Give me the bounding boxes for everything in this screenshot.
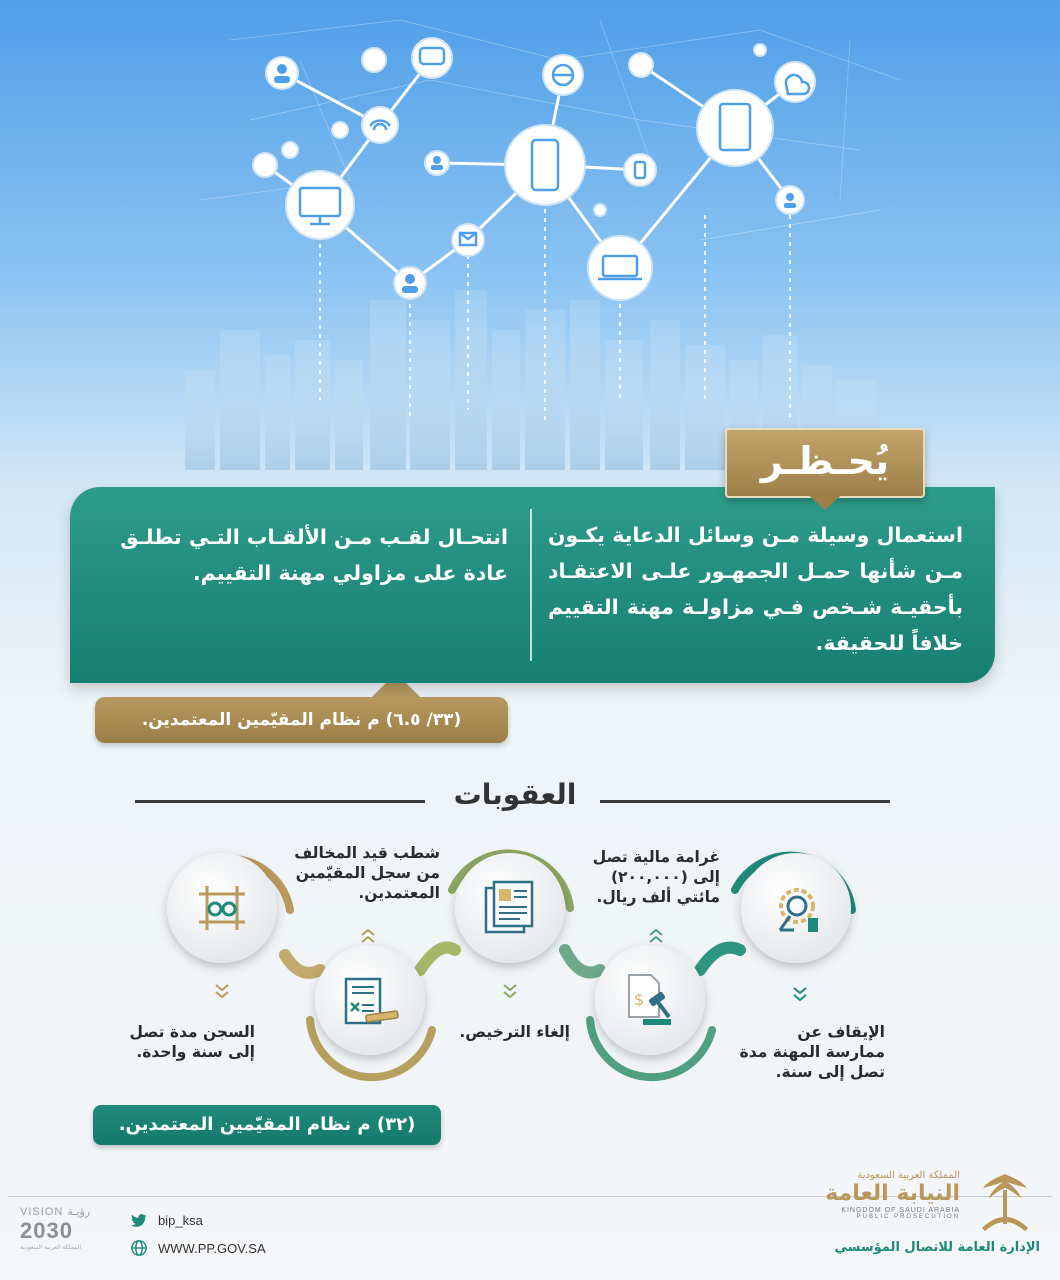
prohibition-advertising-text: استعمال وسيلة مـن وسائل الدعاية يكـون مـن شأنها حمـل الجمهـور علـى الاعتقـاد بأحقيـة شـخص فـي مزاولـة مهنة التقييم خلافاً للحقيقة. <box>548 523 963 655</box>
prohibition-title-impersonation-text: انتحـال لقـب مـن الألقـاب التـي تطلـق عادة على مزاولي مهنة التقييم. <box>120 525 508 585</box>
penalty-label-prison: السجن مدة تصل إلى سنة واحدة. <box>129 1023 255 1061</box>
prison-handcuffs-bars-icon <box>197 884 247 932</box>
svg-text:$: $ <box>634 990 645 1009</box>
prohibitions-panel <box>70 487 995 683</box>
penalty-label-strike: شطب قيد المخالف من سجل المقيّمين المعتمدين. <box>294 844 440 902</box>
website-url: WWW.PP.GOV.SA <box>158 1240 266 1256</box>
license-documents-icon <box>482 880 538 936</box>
penalty-label-suspension: الإيقاف عن ممارسة المهنة مدة تصل إلى سنة. <box>739 1023 885 1081</box>
twitter-handle: bip_ksa <box>158 1212 203 1228</box>
twitter-link[interactable] <box>130 1210 266 1230</box>
website-link[interactable] <box>130 1238 266 1258</box>
network-city-illustration <box>0 0 1060 470</box>
social-links <box>130 1210 266 1266</box>
penalties-title: العقوبات <box>453 778 577 811</box>
saudi-emblem-icon <box>970 1170 1040 1238</box>
fine-gavel-money-icon <box>623 973 679 1029</box>
regulation-reference-top: (٣٣/ ٦.٥) م نظام المقيّمين المعتمدين. <box>95 697 508 743</box>
prohibited-badge: يُحـظـر <box>725 428 925 498</box>
twitter-icon <box>130 1211 148 1229</box>
regulation-reference-bottom: (٣٢) م نظام المقيّمين المعتمدين. <box>93 1105 441 1145</box>
globe-icon <box>130 1239 148 1257</box>
public-prosecution-logo-text: المملكة العربية السعودية النيابة العامة KINGDOM OF SAUDI ARABIA PUBLIC PROSECUTION <box>825 1170 960 1220</box>
department-name: الإدارة العامة للاتصال المؤسسي <box>834 1240 1040 1255</box>
divider-line-left <box>135 800 425 803</box>
panel-divider <box>530 509 532 661</box>
register-strike-pen-icon <box>342 977 402 1027</box>
penalty-label-license: إلغاء الترخيص. <box>459 1023 570 1041</box>
vision-2030-logo: VISION رؤيـة 2030 المملكة العربية السعودية <box>20 1206 91 1251</box>
badge-pointer <box>805 492 845 510</box>
divider-line-right <box>600 800 890 803</box>
penalty-label-fine: غرامة مالية تصل إلى (٢٠٠,٠٠٠) مائتي ألف ريال. <box>592 848 720 906</box>
suspension-gear-wrench-icon <box>770 882 824 936</box>
